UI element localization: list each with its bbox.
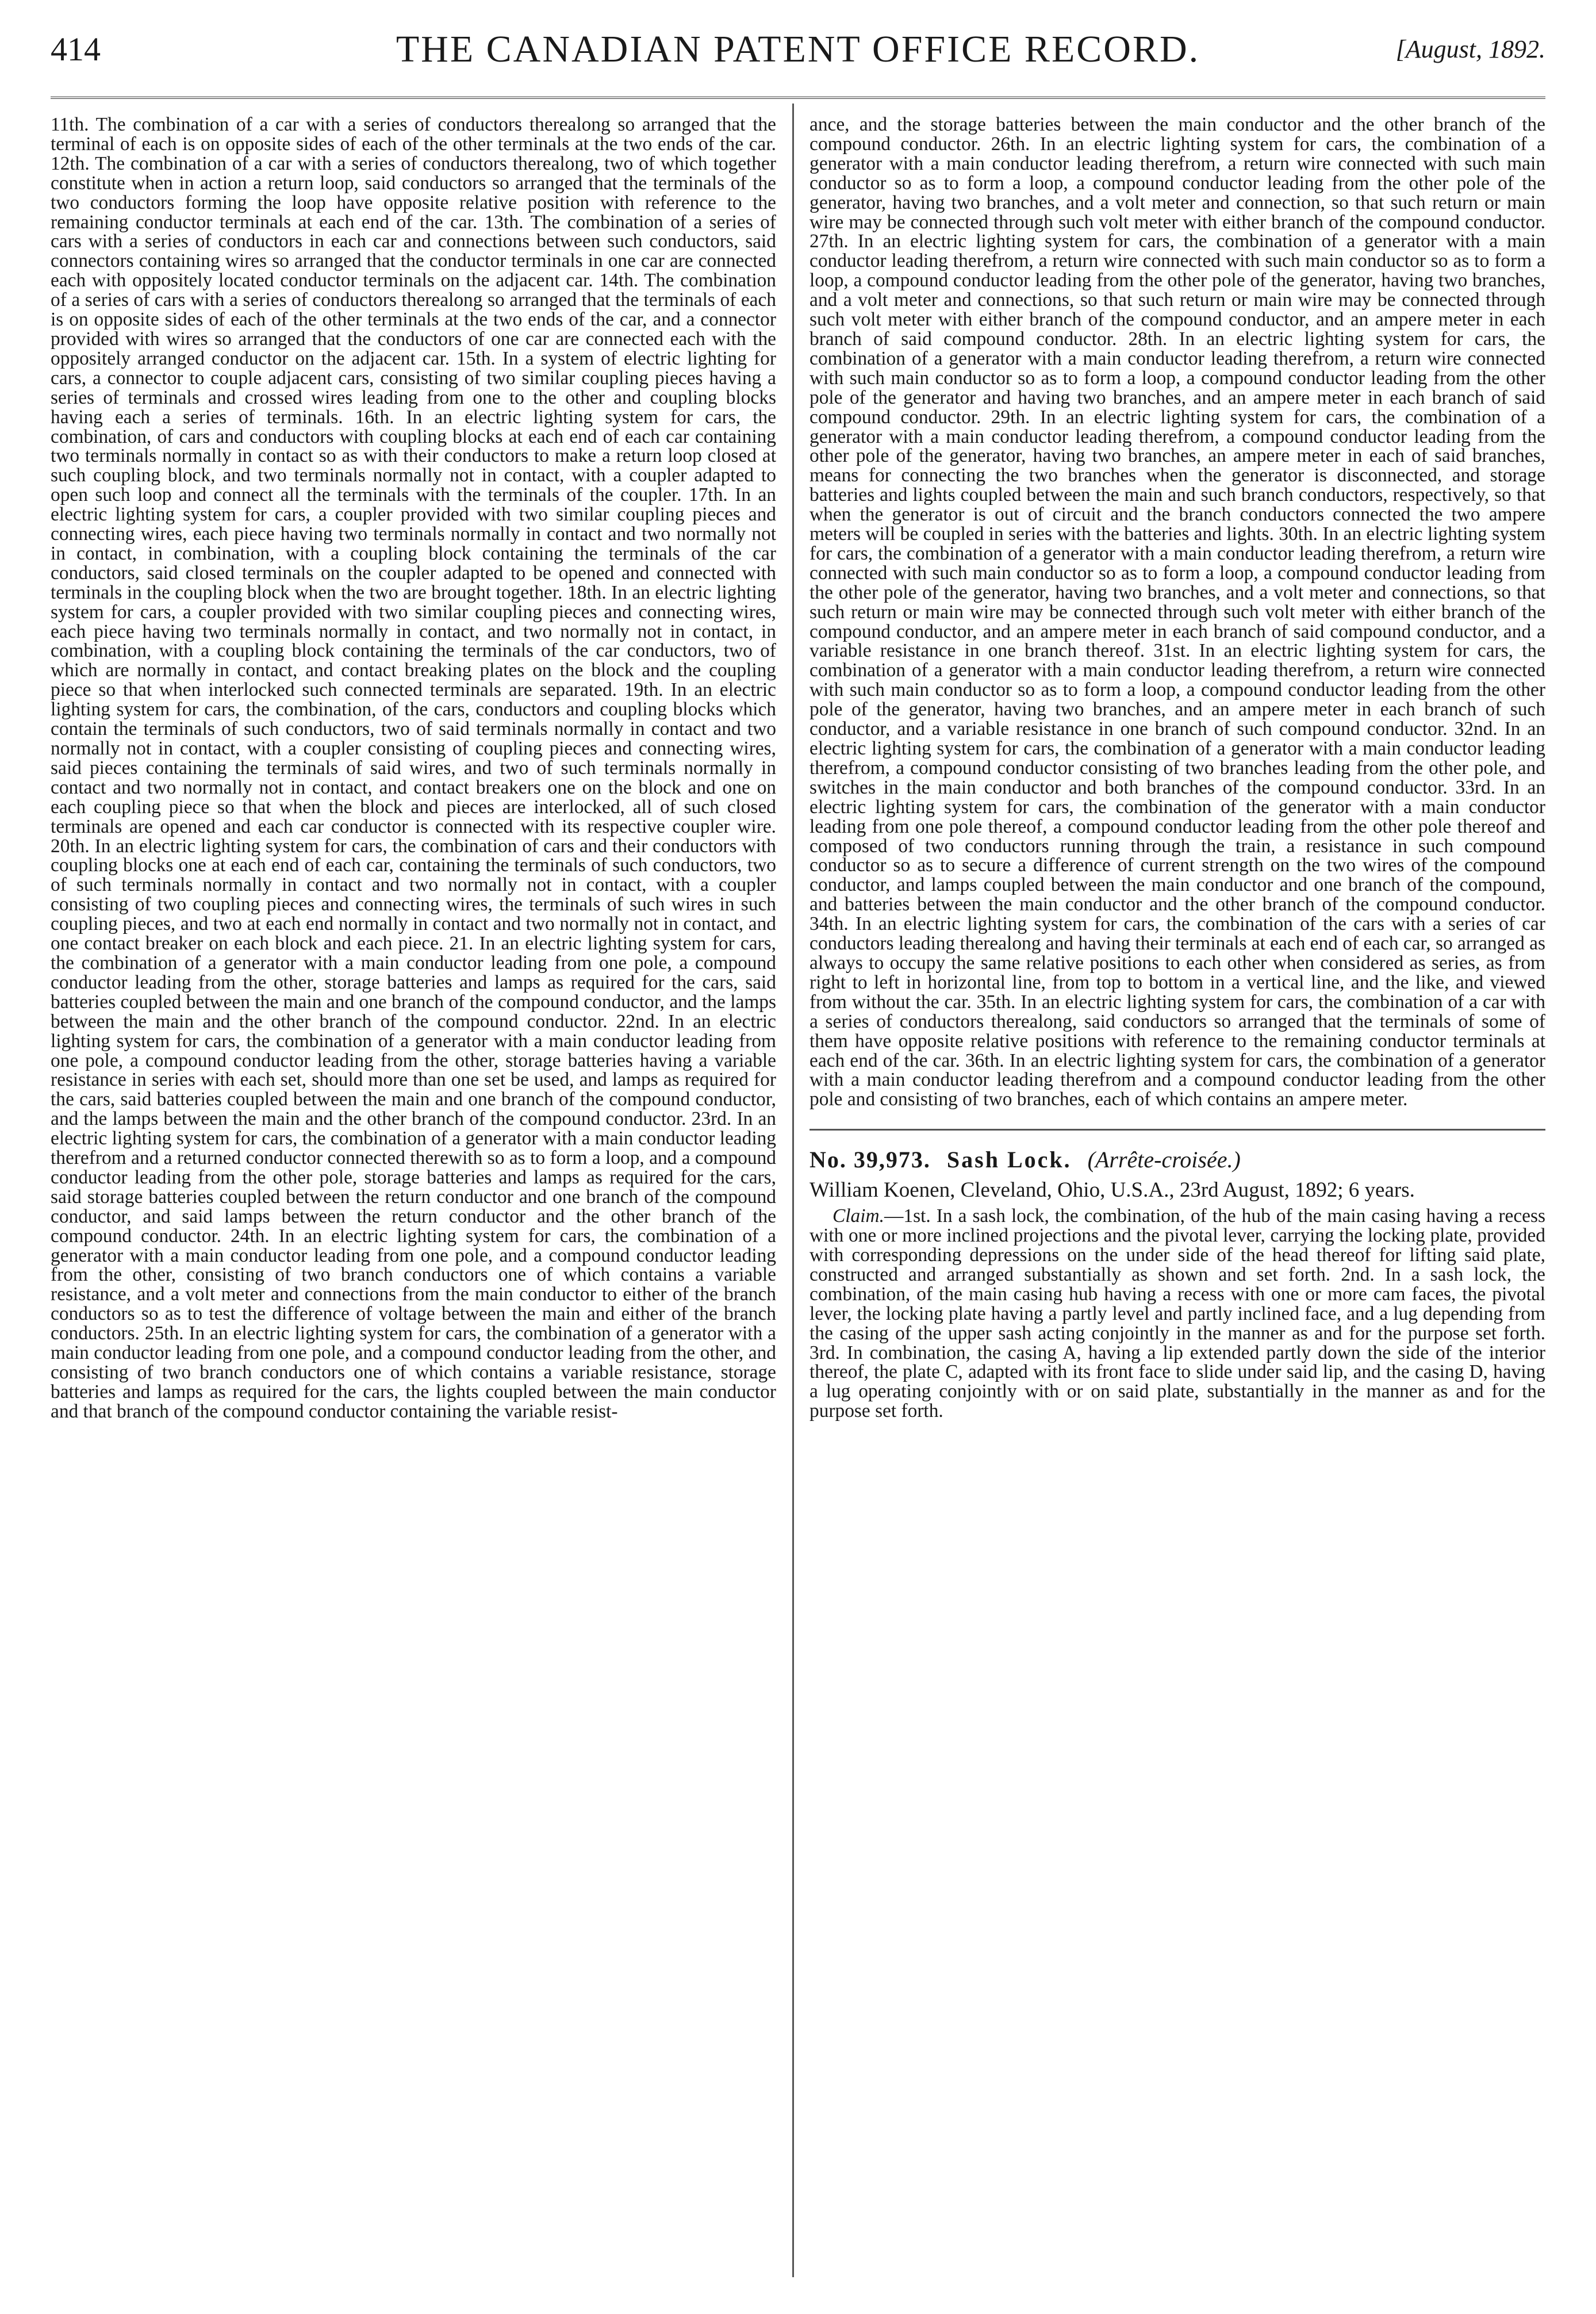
- section-rule: [809, 1129, 1545, 1131]
- right-column: [809, 115, 1545, 2289]
- patent-title: Sash Lock.: [946, 1147, 1072, 1173]
- claims-text-left: 11th. The combination of a car with a series of conductors therealong so arranged that the terminal of each is on opposite sides of each of the other terminals at the two ends of the car. 12th. The combination of a car with a series of conductors therealong, two of which together constitute when in action a return loop, said conductors so arranged that the terminals of the two conductors forming the loop have opposite relative position with reference to the remaining conductor terminals at each end of the car. 13th. The combination of a series of cars with a series of conductors in each car and connections between such conductors, said connectors containing wires so arranged that the conductor terminals in one car are connected each with oppositely located conductor terminals on the adjacent car. 14th. The combination of a series of cars with a series of conductors therealong so arranged that the terminals of each is on opposite sides of each of the other terminals at the two ends of the car, and a connector provided with wires so arranged that the conductors of one car are connected each with the oppositely arranged conductor on the adjacent car. 15th. In a system of electric lighting for cars, a connector to couple adjacent cars, consisting of two similar coupling pieces having a series of terminals and crossed wires leading from one to the other and coupling blocks having each a series of terminals. 16th. In an electric lighting system for cars, the combination, of cars and conductors with coupling blocks at each end of each car containing two terminals normally in contact so as with their conductors to make a return loop closed at such coupling block, and two terminals normally not in contact, with a coupler adapted to open such loop and connect all the terminals with the terminals of the coupler. 17th. In an electric lighting system for cars, a coupler provided with two similar coupling pieces and connecting wires, each piece having two terminals normally in contact and two normally not in contact, in combination, with a coupling block containing the terminals of the car conductors, said closed terminals on the coupler adapted to be opened and connected with terminals in the coupling block when the two are brought together. 18th. In an electric lighting system for cars, a coupler provided with two similar coupling pieces and connecting wires, each piece having two terminals normally in contact, and two normally not in contact, in combination, with a coupling block containing the terminals of the car conductors, two of which are normally in contact, and contact breaking plates on the block and the coupling piece so that when interlocked such connected terminals are separated. 19th. In an electric lighting system for cars, the combination, of the cars, conductors and coupling blocks which contain the terminals of such conductors, two of said terminals normally in contact and two normally not in contact, with a coupler consisting of coupling pieces and connecting wires, said pieces containing the terminals of said wires, and two of such terminals normally in contact and two normally not in contact, and contact breakers one on the block and one on each coupling piece so that when the block and pieces are interlocked, all of such closed terminals are opened and each car conductor is connected with its respective coupler wire. 20th. In an electric lighting system for cars, the combination of cars and their conductors with coupling blocks one at each end of each car, containing the terminals of such conductors, two of such terminals normally in contact and two normally not in contact, with a coupler consisting of two coupling pieces and connecting wires, the terminals of such wires in such coupling pieces, and two at each end normally in contact and two normally not in contact, and one contact breaker on each block and each piece. 21. In an electric lighting system for cars, the combination of a generator with a main conductor leading from one pole, a compound conductor leading from the other, storage batteries and lamps as required for the cars, said batteries coupled between the main and one branch of the compound conductor, and the lamps between the main and the other branch of the compound conductor. 22nd. In an electric lighting system for cars, the combination of a generator with a main conductor leading from one pole, a compound conductor leading from the other, storage batteries having a variable resistance in series with each set, should more than one set be used, and lamps as required for the cars, said batteries coupled between the main and one branch of the compound conductor, and the lamps between the main and the other branch of the compound conductor. 23rd. In an electric lighting system for cars, the combination of a generator with a main conductor leading therefrom and a returned conductor connected therewith so as to form a loop, and a compound conductor leading from the other pole, storage batteries and lamps as required for the cars, said storage batteries coupled between the return conductor and one branch of the compound conductor, and said lamps between the return conductor and the other branch of the compound conductor. 24th. In an electric lighting system for cars, the combination of a generator with a main conductor leading from one pole, and a compound conductor leading from the other, consisting of two branch conductors one of which contains a variable resistance, and a volt meter and connections from the main conductor to either of the branch conductors so as to test the difference of voltage between the main and either of the branch conductors. 25th. In an electric lighting system for cars, the combination of a generator with a main conductor leading from one pole, and a compound conductor leading from the other, and consisting of two branch conductors one of which contains a variable resistance, storage batteries and lamps as required for the cars, the lights coupled between the main conductor and that branch of the compound conductor containing the variable resist-: [51, 115, 776, 1422]
- patent-claims: [809, 1206, 1545, 1421]
- patent-number: No. 39,973.: [809, 1147, 931, 1173]
- page-number: 414: [51, 30, 101, 68]
- patent-french-title: (Arrête-croisée.): [1087, 1147, 1241, 1173]
- claims-body: —1st. In a sash lock, the combination, of the hub of the main casing having a recess with one or more inclined projections and the pivotal lever, carrying the locking plate, provided with corresponding depressions on the under side of the head thereof for lifting said plate, constructed and arranged substantially as shown and set forth. 2nd. In a sash lock, the combination, of the main casing hub having a recess with one or more cam faces, the pivotal lever, the locking plate having a partly level and partly inclined face, and a lug depending from the casing of the upper sash acting conjointly in the manner as and for the purpose set forth. 3rd. In combination, the casing A, having a lip extended partly down the side of the interior thereof, the plate C, adapted with its front face to slide under said lip, and the casing D, having a lug operating conjointly with or on said plate, substantially in the manner as and for the purpose set forth.: [809, 1205, 1545, 1422]
- claims-text-right: ance, and the storage batteries between the main conductor and the other branch of the compound conductor. 26th. In an electric lighting system for cars, the combination of a generator with a main conductor leading therefrom, a return wire connected with such main conductor so as to form a loop, a compound conductor leading from the other pole of the generator, having two branches, and a volt meter and connection, so that such return or main wire may be connected through such volt meter with either branch of the compound conductor. 27th. In an electric lighting system for cars, the combination of a generator with a main conductor leading therefrom, a return wire connected with such main conductor so as to form a loop, a compound conductor leading from the other pole of the generator, having two branches, and a volt meter and connections, so that such return or main wire may be connected through such volt meter with either branch of the compound conductor, and an ampere meter in each branch of said compound conductor. 28th. In an electric lighting system for cars, the combination of a generator with a main conductor leading therefrom, a return wire connected with such main conductor so as to form a loop, a compound conductor leading from the other pole of the generator and having two branches, and an ampere meter in each branch of said compound conductor. 29th. In an electric lighting system for cars, the combination of a generator with a main conductor leading therefrom, a compound conductor leading from the other pole of the generator, having two branches, an ampere meter in each of said branches, means for connecting the two branches when the generator is disconnected, and storage batteries and lights coupled between the main and such branch conductors, respectively, so that when the generator is out of circuit and the branch conductors connected the two ampere meters will be coupled in series with the batteries and lights. 30th. In an electric lighting system for cars, the combination of a generator with a main conductor leading therefrom, a return wire connected with such main conductor so as to form a loop, a compound conductor leading from the other pole of the generator, having two branches, and a volt meter and connections, so that such return or main wire may be connected through such volt meter with either branch of the compound conductor, and an ampere meter in each branch of said compound conductor, and a variable resistance in one branch thereof. 31st. In an electric lighting system for cars, the combination of a generator with a main conductor leading therefrom, a return wire connected with such main conductor so as to form a loop, a compound conductor leading from the other pole of the generator, having two branches, and an ampere meter in each branch of such conductor, and a variable resistance in one branch of such compound conductor. 32nd. In an electric lighting system for cars, the combination of a generator with a main conductor leading therefrom, a compound conductor consisting of two branches leading from the other pole, and switches in the main conductor and both branches of the compound conductor. 33rd. In an electric lighting system for cars, the combination of the generator with a main conductor leading from one pole thereof, a compound conductor leading from the other pole thereof and composed of two conductors running through the train, a resistance in such compound conductor so as to secure a difference of current strength on the two wires of the compound conductor, and lamps coupled between the main conductor and one branch of the compound, and batteries between the main conductor and the other branch of the compound conductor. 34th. In an electric lighting system for cars, the combination of the cars with a series of car conductors leading therealong and having their terminals at each end of each car, so arranged as always to occupy the same relative positions to each other when considered as series, as from right to left in horizontal line, from top to bottom in a vertical line, and the like, and viewed from without the car. 35th. In an electric lighting system for cars, the combination of a car with a series of conductors therealong, said conductors so arranged that the terminals of some of them have opposite relative positions with reference to the remaining conductor terminals at each end of the car. 36th. In an electric lighting system for cars, the combination of a generator with a main conductor leading therefrom and a compound conductor leading from the other pole and consisting of two branches, each of which contains an ampere meter.: [809, 115, 1545, 1110]
- claim-label: Claim.: [832, 1205, 884, 1227]
- issue-date: [August, 1892.: [1395, 35, 1545, 63]
- page-header: [51, 25, 1545, 83]
- header-rule: [51, 97, 1545, 99]
- patent-heading: [809, 1147, 1545, 1173]
- left-column: [51, 115, 776, 2289]
- journal-title: THE CANADIAN PATENT OFFICE RECORD.: [396, 28, 1200, 70]
- column-divider: [792, 104, 794, 2277]
- patentee-line: William Koenen, Cleveland, Ohio, U.S.A., 23rd August, 1892; 6 years.: [809, 1178, 1415, 1202]
